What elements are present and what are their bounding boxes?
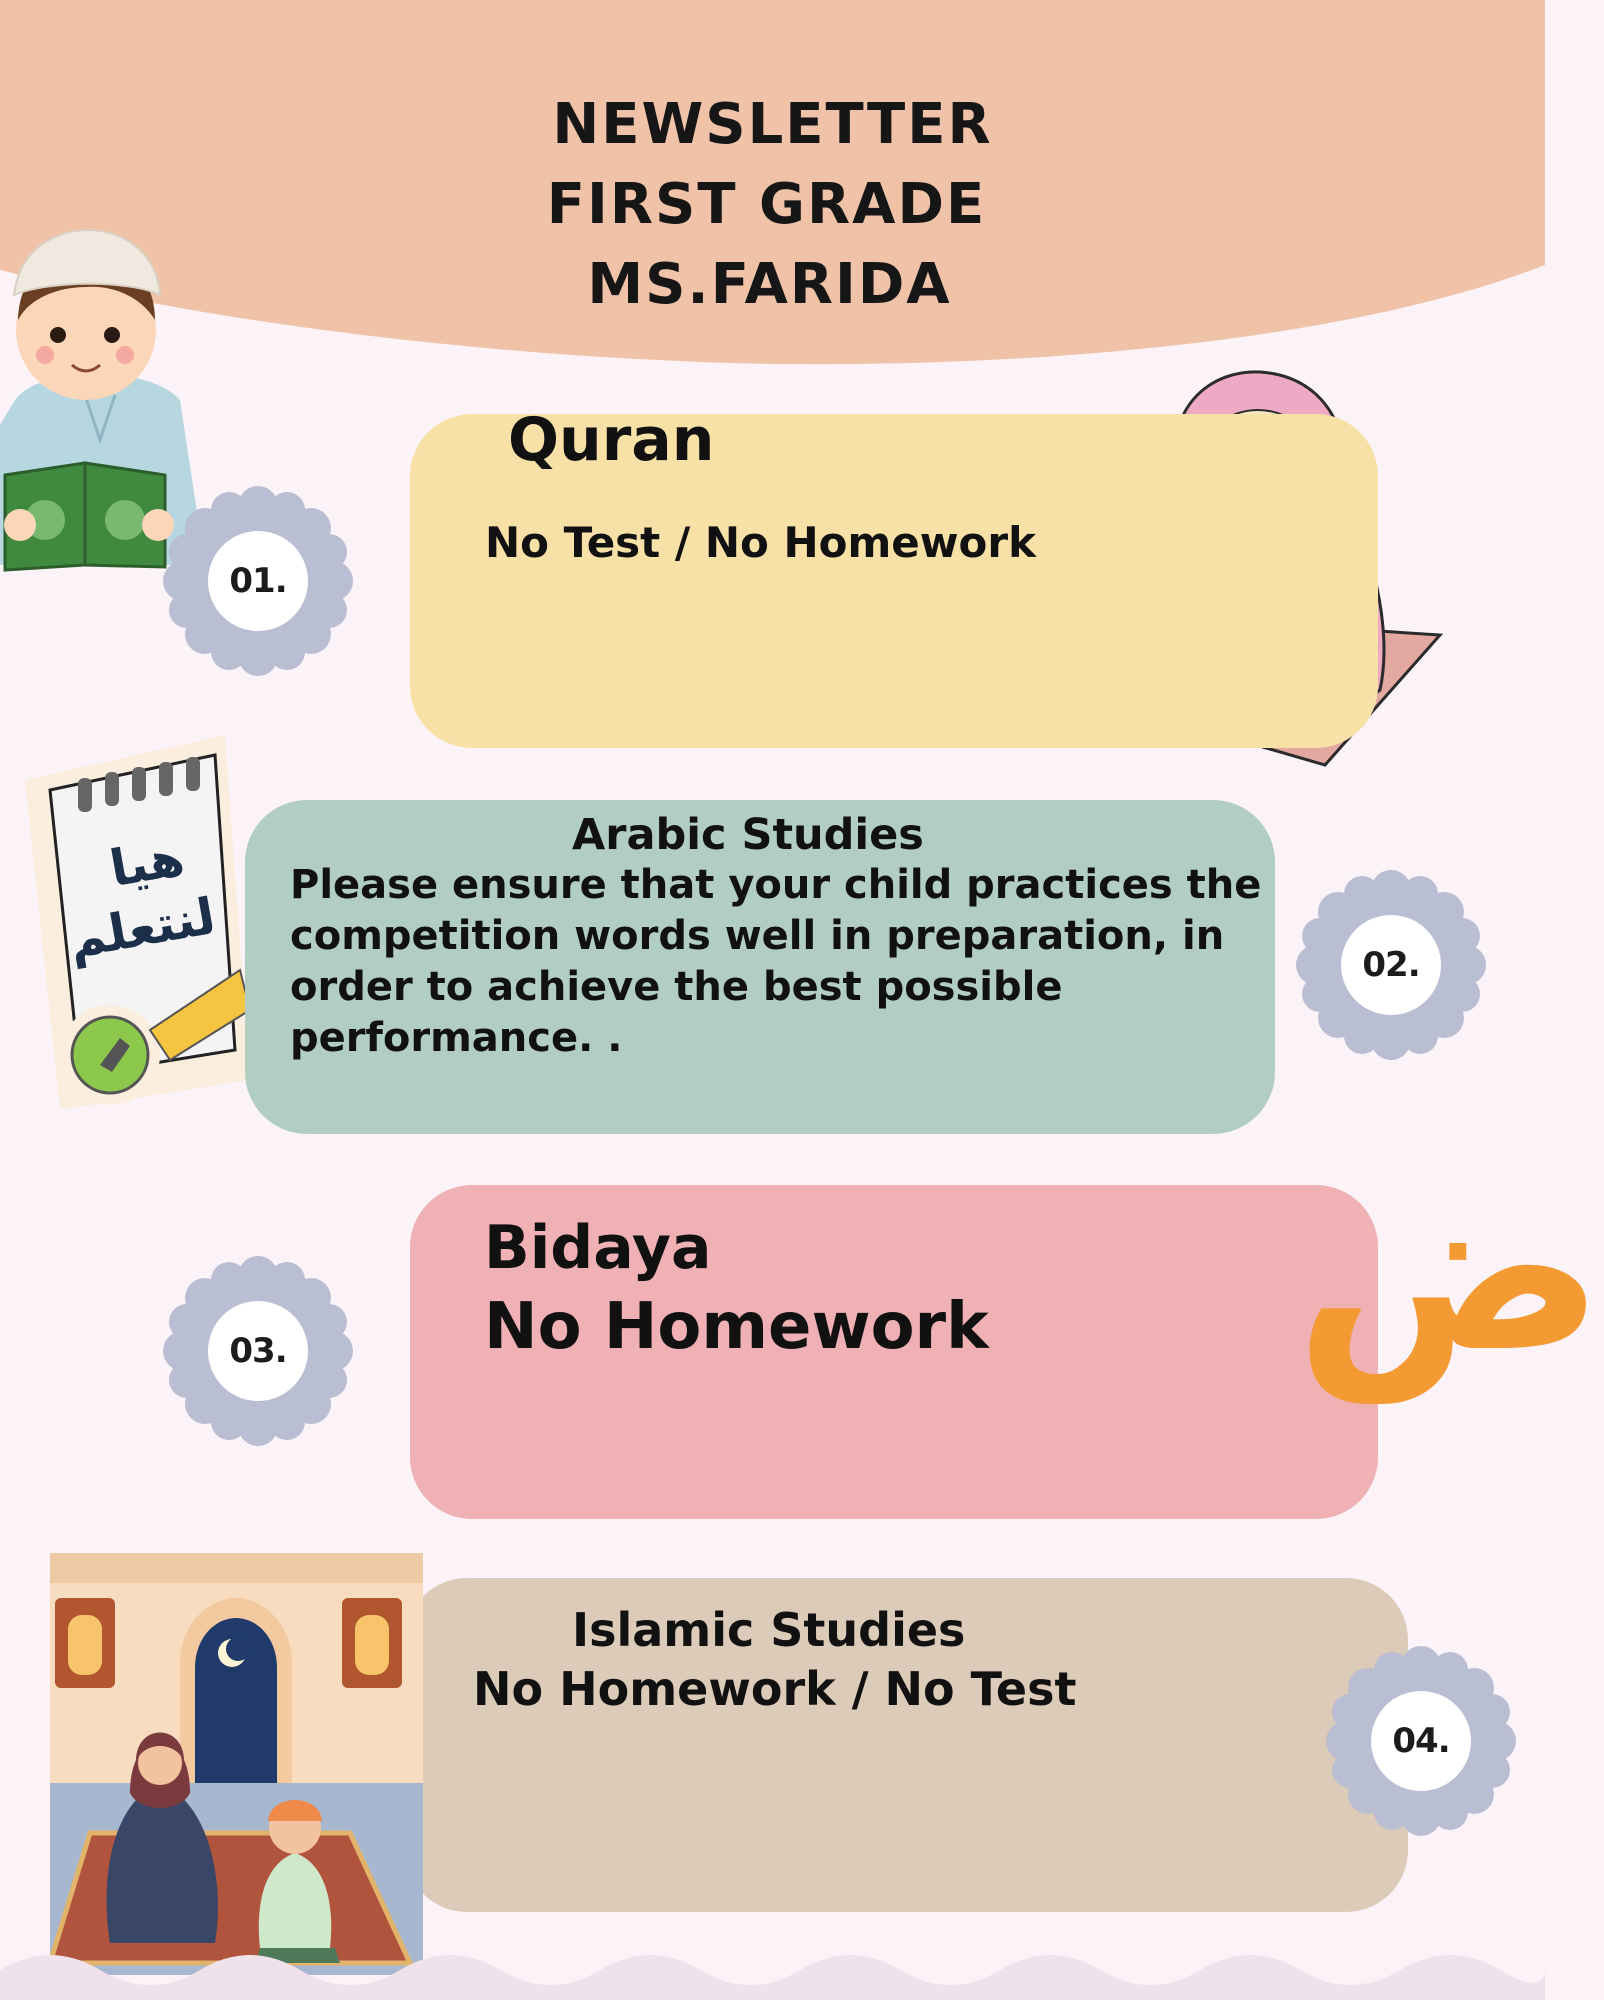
islamic-studies-title: Islamic Studies bbox=[572, 1603, 966, 1657]
section-number-badge-03 bbox=[165, 1258, 351, 1444]
arabic-body-line-1: Please ensure that your child practices the bbox=[290, 862, 1262, 908]
arabic-body-line-3: order to achieve the best possible bbox=[290, 964, 1063, 1010]
bidaya-body: No Homework bbox=[484, 1290, 989, 1364]
bidaya-title: Bidaya bbox=[484, 1213, 712, 1283]
arabic-body-line-4: performance. . bbox=[290, 1015, 623, 1061]
title-line-3: MS.FARIDA bbox=[587, 252, 952, 317]
badge-number-02: 02. bbox=[1362, 945, 1420, 985]
sticker-text-line-2: لنتعلم bbox=[64, 886, 220, 970]
badge-number-04: 04. bbox=[1392, 1721, 1450, 1761]
section-number-badge-02 bbox=[1298, 872, 1484, 1058]
bottom-wave-decoration bbox=[0, 1940, 1545, 2000]
lets-learn-sticker-illustration bbox=[20, 730, 250, 1120]
praying-family-illustration bbox=[50, 1553, 423, 1975]
arabic-letter-dad-decoration: ض bbox=[1295, 1136, 1604, 1403]
section-number-badge-04 bbox=[1328, 1648, 1514, 1834]
sticker-text-line-1: هيا bbox=[105, 828, 189, 899]
title-line-2: FIRST GRADE bbox=[546, 172, 987, 237]
section-number-badge-01 bbox=[165, 488, 351, 674]
title-line-1: NEWSLETTER bbox=[552, 92, 993, 157]
badge-number-03: 03. bbox=[229, 1331, 287, 1371]
arabic-body-line-2: competition words well in preparation, in bbox=[290, 913, 1225, 959]
quran-title: Quran bbox=[508, 405, 715, 475]
islamic-studies-body: No Homework / No Test bbox=[473, 1662, 1077, 1716]
badge-number-01: 01. bbox=[229, 561, 287, 601]
arabic-studies-title: Arabic Studies bbox=[572, 810, 924, 860]
quran-body: No Test / No Homework bbox=[485, 518, 1037, 567]
